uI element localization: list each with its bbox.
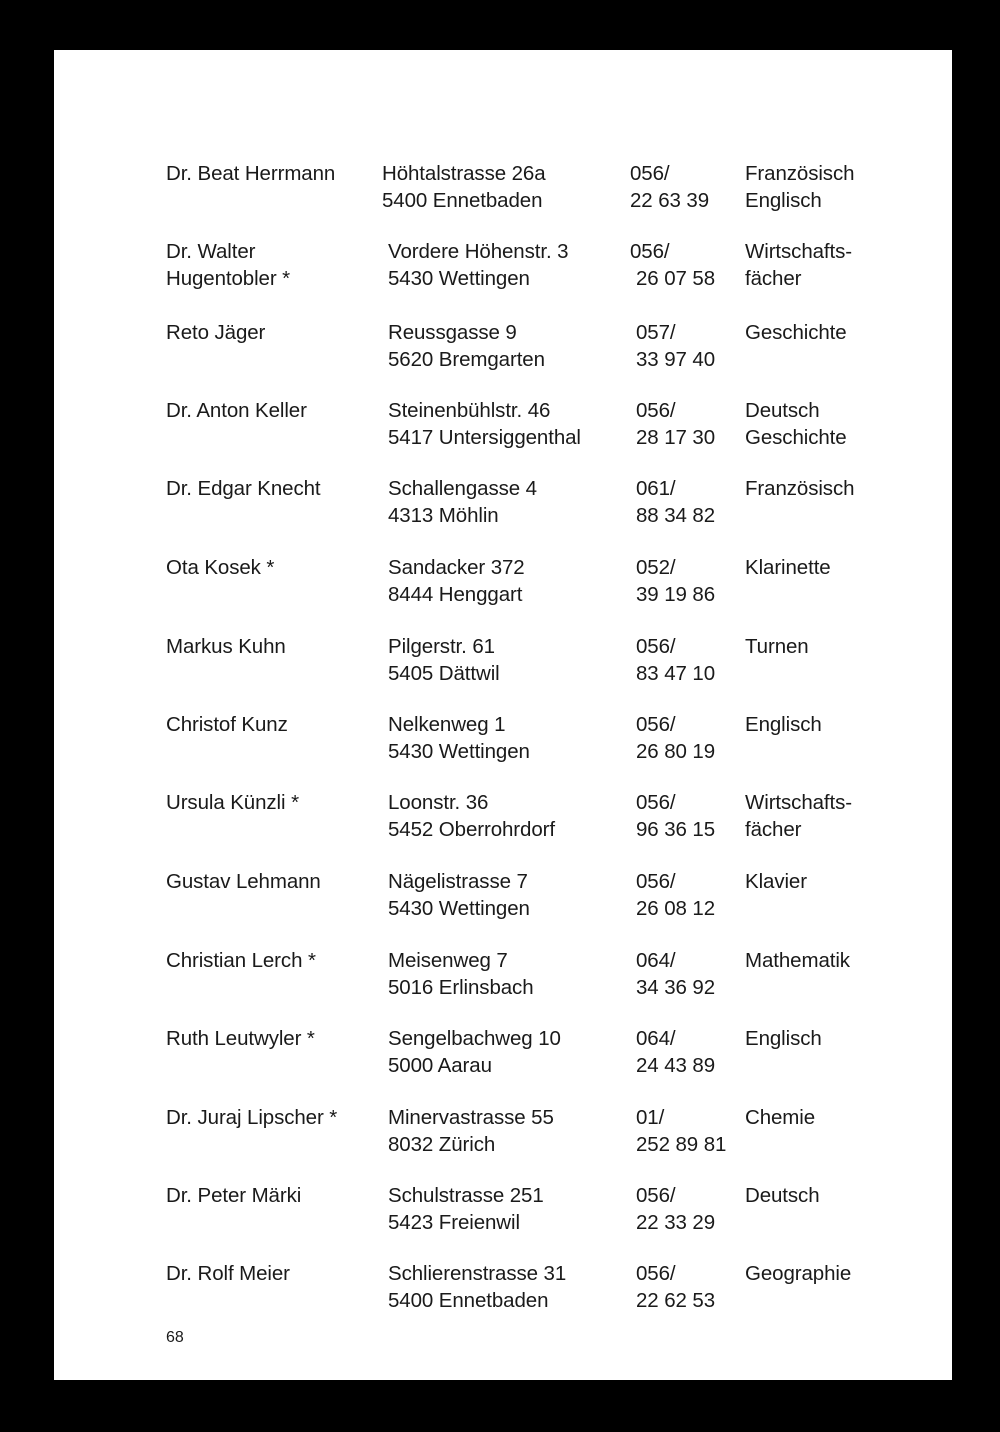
entry-subjects: Turnen: [745, 635, 809, 658]
entry-address: Meisenweg 7 5016 Erlinsbach: [388, 949, 534, 999]
directory-entry: [54, 238, 952, 298]
directory-entry: [54, 475, 952, 535]
directory-entry: [54, 160, 952, 220]
directory-entry: [54, 633, 952, 693]
entry-address: Reussgasse 9 5620 Bremgarten: [388, 321, 545, 371]
entry-phone: 064/ 24 43 89: [636, 1027, 715, 1077]
directory-entry: [54, 1260, 952, 1320]
directory-entry: [54, 711, 952, 771]
entry-name: Dr. Peter Märki: [166, 1184, 302, 1207]
entry-name: Gustav Lehmann: [166, 870, 321, 893]
entry-address: Nägelistrasse 7 5430 Wettingen: [388, 870, 530, 920]
entry-subjects: Mathematik: [745, 949, 850, 972]
entry-subjects: Klarinette: [745, 556, 831, 579]
entry-phone: 056/ 26 07 58: [630, 240, 715, 290]
document-page: [54, 50, 952, 1380]
entry-name: Ursula Künzli *: [166, 791, 299, 814]
entry-address: Schulstrasse 251 5423 Freienwil: [388, 1184, 544, 1234]
entry-phone: 052/ 39 19 86: [636, 556, 715, 606]
entry-subjects: Deutsch Geschichte: [745, 399, 847, 449]
entry-subjects: Deutsch: [745, 1184, 820, 1207]
entry-address: Höhtalstrasse 26a 5400 Ennetbaden: [382, 162, 546, 212]
directory-entry: [54, 789, 952, 849]
entry-phone: 056/ 26 80 19: [636, 713, 715, 763]
entry-name: Markus Kuhn: [166, 635, 286, 658]
entry-subjects: Französisch: [745, 477, 855, 500]
entry-name: Ruth Leutwyler *: [166, 1027, 315, 1050]
entry-subjects: Chemie: [745, 1106, 816, 1129]
entry-address: Nelkenweg 1 5430 Wettingen: [388, 713, 530, 763]
entry-name: Dr. Edgar Knecht: [166, 477, 321, 500]
entry-phone: 056/ 28 17 30: [636, 399, 715, 449]
entry-address: Sandacker 372 8444 Henggart: [388, 556, 525, 606]
entry-name: Christof Kunz: [166, 713, 288, 736]
entry-phone: 056/ 26 08 12: [636, 870, 715, 920]
entry-subjects: Geschichte: [745, 321, 847, 344]
entry-address: Sengelbachweg 10 5000 Aarau: [388, 1027, 561, 1077]
entry-address: Steinenbühlstr. 46 5417 Untersiggenthal: [388, 399, 581, 449]
directory-entry: [54, 1104, 952, 1164]
entry-name: Ota Kosek *: [166, 556, 275, 579]
entry-phone: 056/ 96 36 15: [636, 791, 715, 841]
entry-name: Reto Jäger: [166, 321, 266, 344]
directory-entry: [54, 397, 952, 457]
entry-name: Dr. Anton Keller: [166, 399, 307, 422]
directory-entry: [54, 868, 952, 928]
entry-subjects: Geographie: [745, 1262, 852, 1285]
entry-phone: 056/ 22 63 39: [630, 162, 709, 212]
entry-phone: 01/ 252 89 81: [636, 1106, 727, 1156]
entry-subjects: Englisch: [745, 713, 822, 736]
entry-phone: 061/ 88 34 82: [636, 477, 715, 527]
directory-entry: [54, 554, 952, 614]
entry-address: Vordere Höhenstr. 3 5430 Wettingen: [388, 240, 569, 290]
entry-phone: 057/ 33 97 40: [636, 321, 715, 371]
directory-entry: [54, 1182, 952, 1242]
entry-subjects: Englisch: [745, 1027, 822, 1050]
directory-entry: [54, 1025, 952, 1085]
entry-name: Dr. Rolf Meier: [166, 1262, 290, 1285]
entry-phone: 064/ 34 36 92: [636, 949, 715, 999]
entry-subjects: Französisch Englisch: [745, 162, 855, 212]
directory-entry: [54, 947, 952, 1007]
entry-address: Schlierenstrasse 31 5400 Ennetbaden: [388, 1262, 567, 1312]
entry-subjects: Wirtschafts- fächer: [745, 791, 852, 841]
entry-address: Loonstr. 36 5452 Oberrohrdorf: [388, 791, 555, 841]
entry-name: Dr. Beat Herrmann: [166, 162, 336, 185]
entry-phone: 056/ 83 47 10: [636, 635, 715, 685]
entry-name: Dr. Juraj Lipscher *: [166, 1106, 338, 1129]
entry-name: Dr. Walter Hugentobler *: [166, 240, 291, 290]
entry-address: Minervastrasse 55 8032 Zürich: [388, 1106, 554, 1156]
entry-subjects: Wirtschafts- fächer: [745, 240, 852, 290]
entry-subjects: Klavier: [745, 870, 807, 893]
entry-address: Pilgerstr. 61 5405 Dättwil: [388, 635, 500, 685]
entry-address: Schallengasse 4 4313 Möhlin: [388, 477, 537, 527]
entry-phone: 056/ 22 62 53: [636, 1262, 715, 1312]
page-number: 68: [166, 1329, 184, 1346]
entry-name: Christian Lerch *: [166, 949, 316, 972]
entry-phone: 056/ 22 33 29: [636, 1184, 715, 1234]
directory-entry: [54, 319, 952, 379]
